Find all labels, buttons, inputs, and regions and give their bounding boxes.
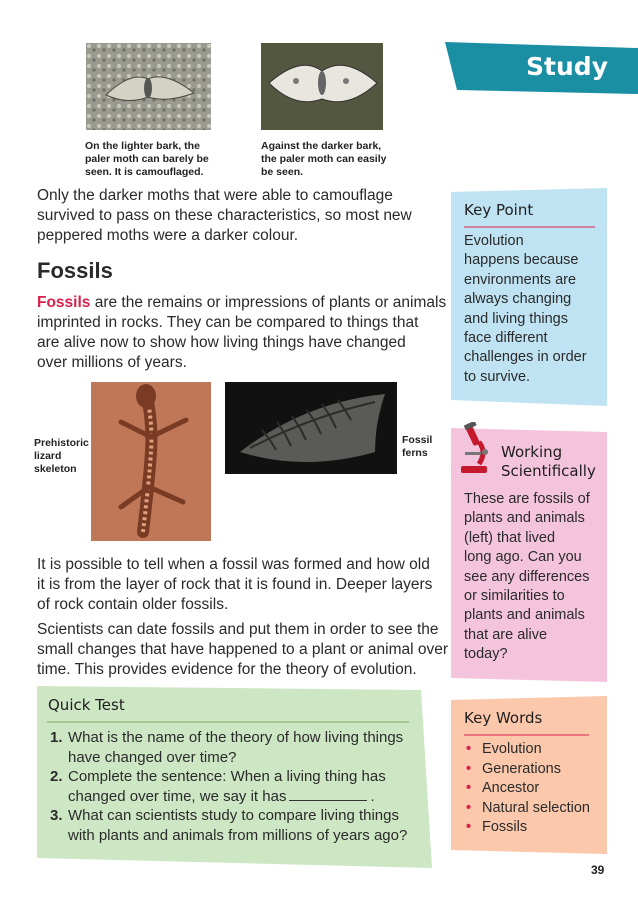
lizard-fossil-photo [91, 382, 211, 541]
key-word-item: • Fossils [464, 818, 590, 838]
microscope-icon [455, 422, 491, 478]
intro-paragraph: Only the darker moths that were able to camouflage survived to pass on these characteristics, so most new peppered moths were a darker colour. [37, 187, 412, 244]
key-word-item: • Natural selection [464, 799, 590, 819]
page-number: 39 [591, 863, 605, 877]
quick-test-panel [37, 686, 432, 868]
ferns-caption: Fossil ferns [402, 434, 433, 459]
working-scientifically-text: These are fossils of plants and animals (left) that lived long ago. Can you see any differences or similarities to plants and animals that are alive today? [464, 491, 590, 663]
quick-test-title: Quick Test [48, 696, 125, 714]
key-word-item: • Generations [464, 760, 590, 780]
working-scientifically-panel [451, 428, 607, 682]
key-word-item: • Evolution [464, 740, 590, 760]
moth-caption-left: On the lighter bark, the paler moth can barely be seen. It is camouflaged. [85, 140, 209, 178]
fossils-keyword: Fossils [37, 294, 91, 311]
evidence-paragraph: Scientists can date fossils and put them in order to see the small changes that have happened to a plant or animal over time. This provides evidence for the theory of evolution. [37, 621, 449, 678]
fossils-paragraph: Fossils are the remains or impressions of plants or animals imprinted in rocks. They can be compared to things that are alive now to show how living things have changed over millions of years. [37, 294, 447, 371]
quick-test-questions [41, 728, 421, 845]
working-scientifically-title: Working Scientifically [501, 443, 596, 480]
fossils-heading: Fossils [37, 258, 113, 283]
key-point-panel [451, 188, 607, 406]
dating-paragraph: It is possible to tell when a fossil was formed and how old it is from the layer of rock that it is found in. Deeper layers of rock contain older fossils. [37, 556, 433, 613]
question-1: 1. What is the name of the theory of how living things have changed over time? [50, 729, 404, 766]
key-words-panel [451, 696, 607, 854]
moth-photo-dark-bark [261, 43, 383, 130]
fern-fossil-photo [225, 382, 397, 474]
key-word-item: • Ancestor [464, 779, 590, 799]
key-words-title: Key Words [464, 709, 543, 727]
moth-photo-light-bark [86, 43, 211, 130]
question-3: 3. What can scientists study to compare living things with plants and animals from millions of years ago? [50, 807, 408, 844]
lizard-caption: Prehistoric lizard skeleton [34, 437, 89, 475]
answer-blank[interactable] [289, 800, 367, 801]
moth-caption-right: Against the darker bark, the paler moth can easily be seen. [261, 140, 387, 178]
study-tab-label: Study [526, 52, 608, 81]
question-2: 2. Complete the sentence: When a living thing has changed over time, we say it has . [50, 768, 386, 805]
key-words-list [464, 740, 590, 838]
key-point-title: Key Point [464, 201, 534, 219]
study-tab [445, 42, 638, 94]
key-point-text: Evolution happens because environments are always changing and living things face different challenges in order to survive. [464, 233, 587, 385]
